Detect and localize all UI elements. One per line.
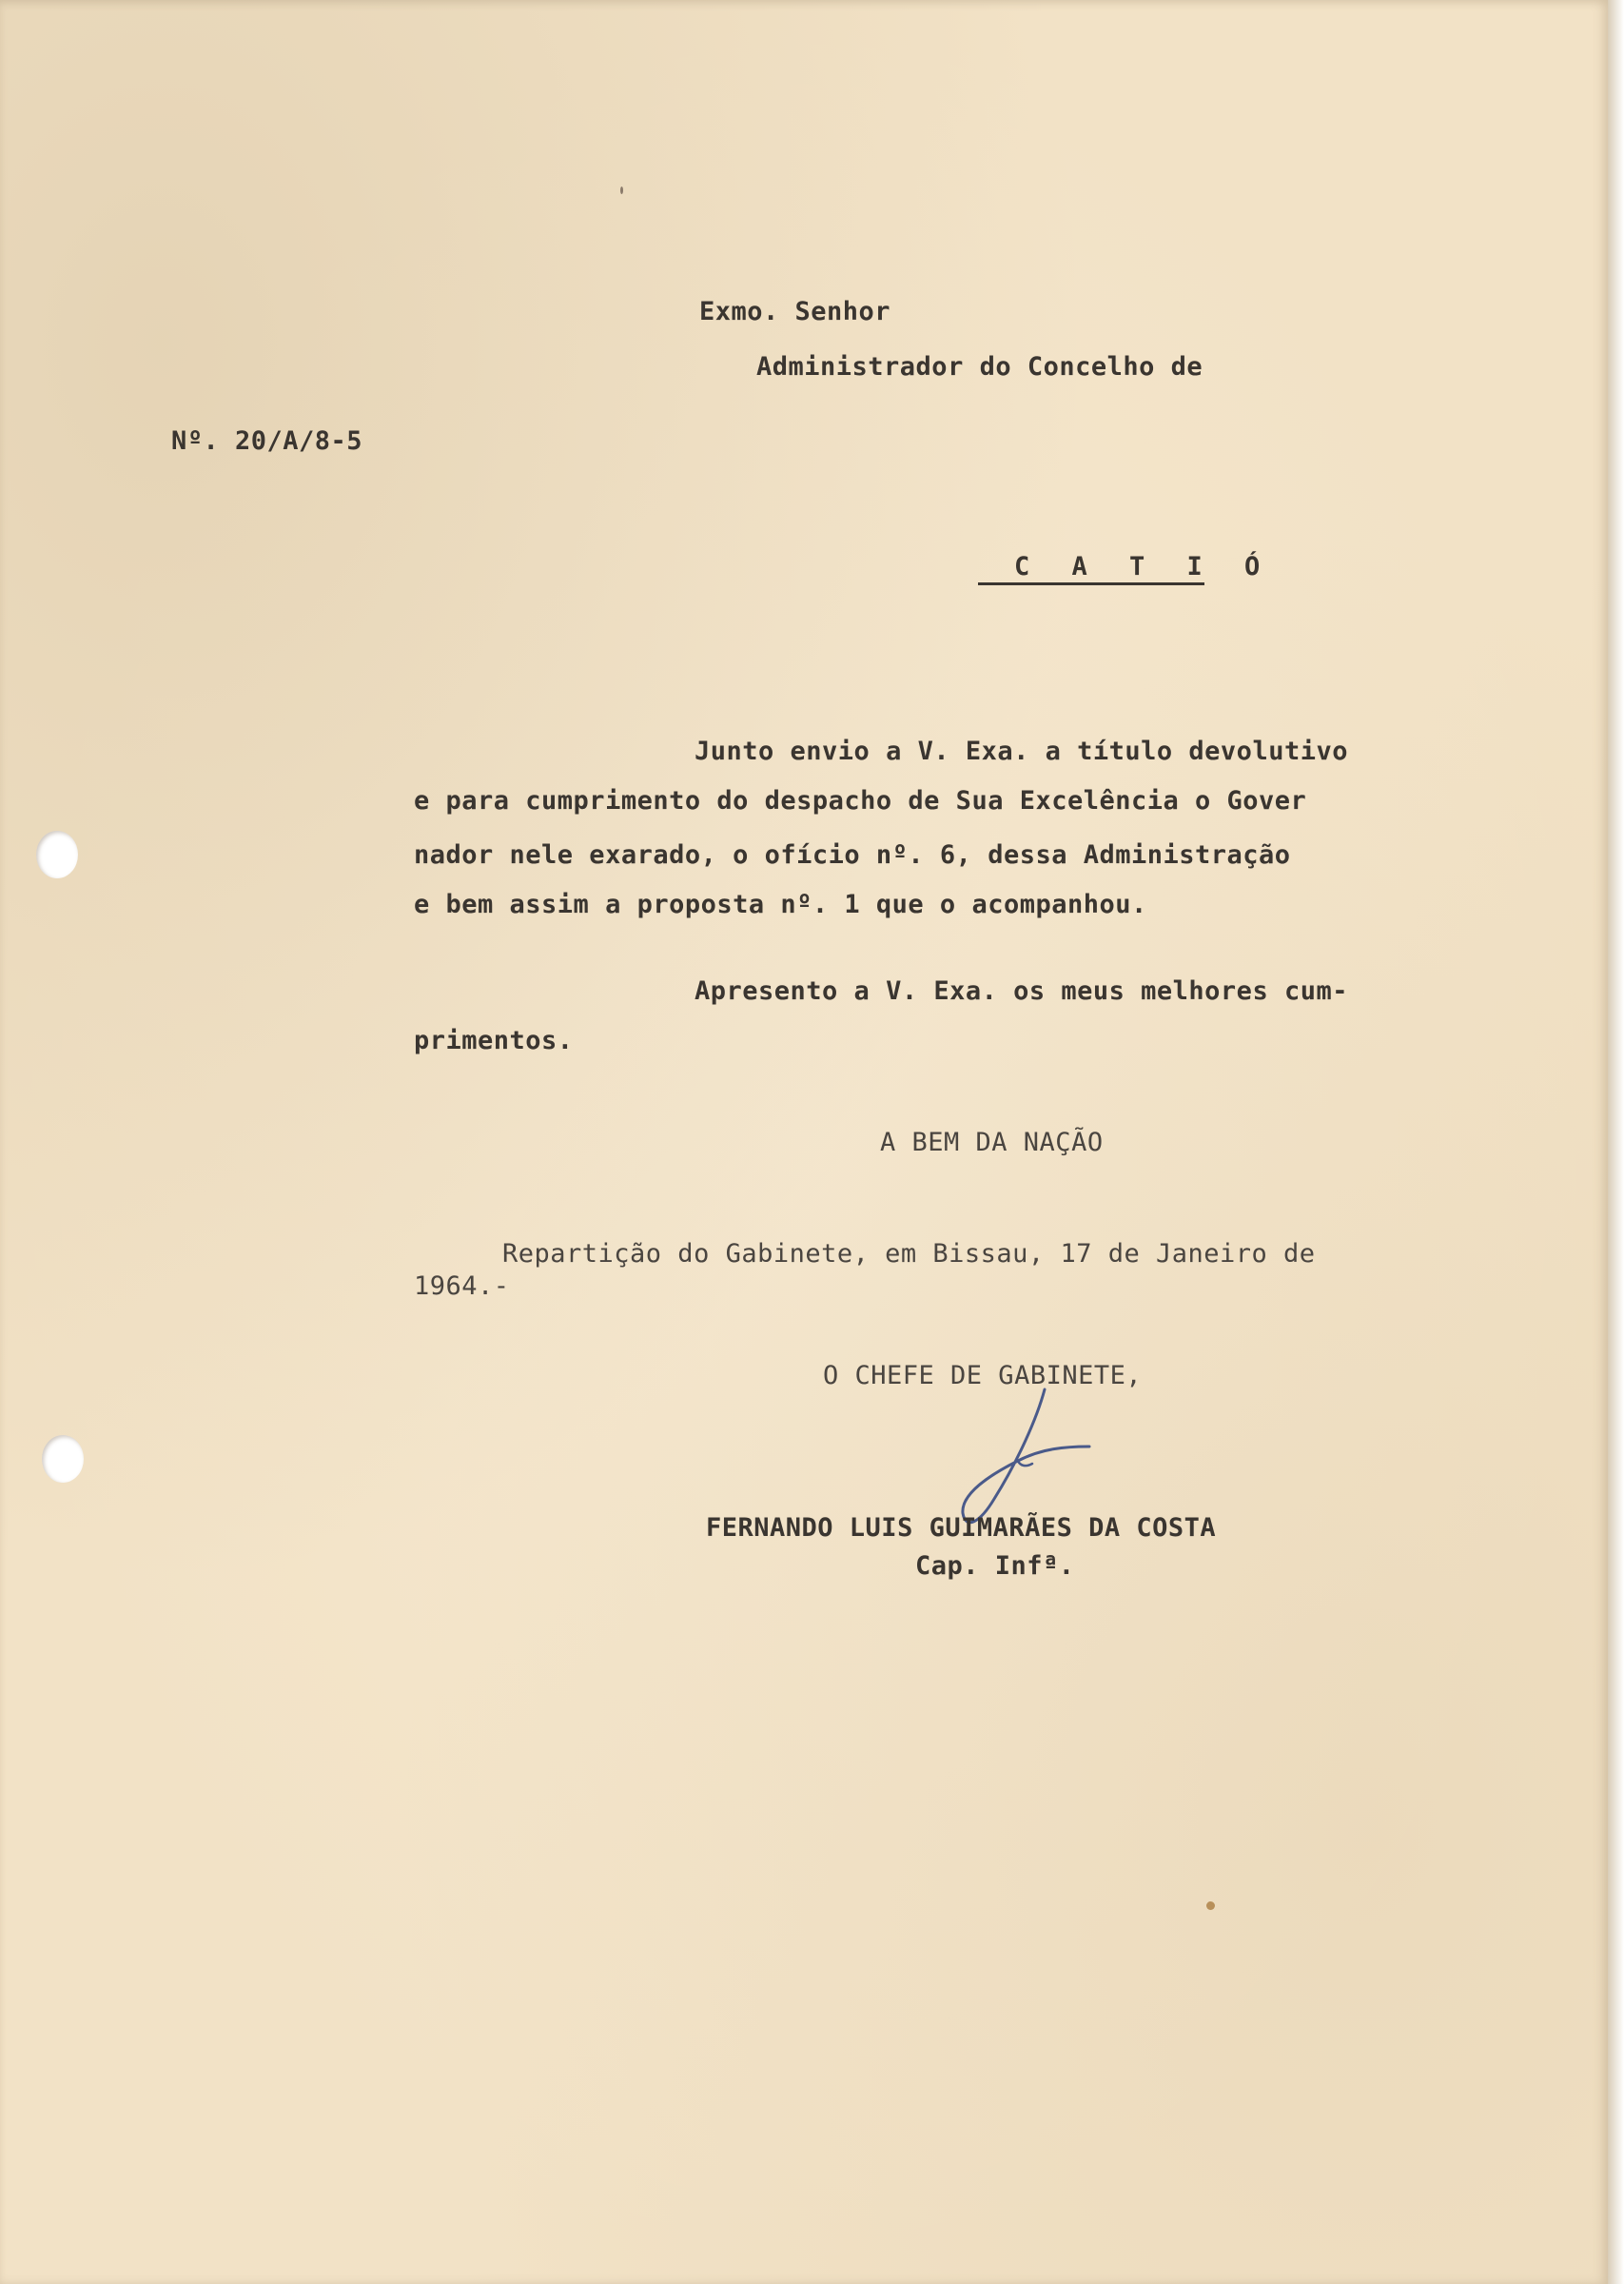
motto: A BEM DA NAÇÃO xyxy=(880,1128,1104,1157)
place-name: C A T I Ó xyxy=(1014,552,1274,581)
signatory-name: FERNANDO LUIS GUIMARÃES DA COSTA xyxy=(706,1513,1217,1543)
salutation: Exmo. Senhor xyxy=(699,297,891,326)
reference-number: Nº. 20/A/8-5 xyxy=(171,426,363,456)
paragraph-line: Junto envio a V. Exa. a título devolutivo xyxy=(695,737,1348,766)
punch-hole-bottom xyxy=(42,1435,84,1483)
handwritten-signature xyxy=(951,1370,1104,1532)
date-line-2: 1964.- xyxy=(414,1271,510,1301)
paragraph-line: Apresento a V. Exa. os meus melhores cum- xyxy=(695,976,1348,1006)
paragraph-line: e bem assim a proposta nº. 1 que o acompanhou. xyxy=(414,890,1147,919)
closing-title: O CHEFE DE GABINETE, xyxy=(823,1361,1143,1390)
paragraph-line: nador nele exarado, o ofício nº. 6, dessa Administração xyxy=(414,840,1291,870)
date-line-1: Repartição do Gabinete, em Bissau, 17 de Janeiro de xyxy=(502,1239,1316,1269)
signatory-rank: Cap. Infª. xyxy=(915,1551,1075,1581)
paragraph-line: e para cumprimento do despacho de Sua Excelência o Gover xyxy=(414,786,1307,816)
punch-hole-top xyxy=(36,831,78,878)
ink-speck xyxy=(1206,1901,1215,1910)
paragraph-line: primentos. xyxy=(414,1026,574,1055)
addressee: Administrador do Concelho de xyxy=(756,352,1203,382)
place-underline xyxy=(978,582,1204,585)
scan-margin xyxy=(1608,0,1624,2284)
ink-speck xyxy=(620,187,623,194)
